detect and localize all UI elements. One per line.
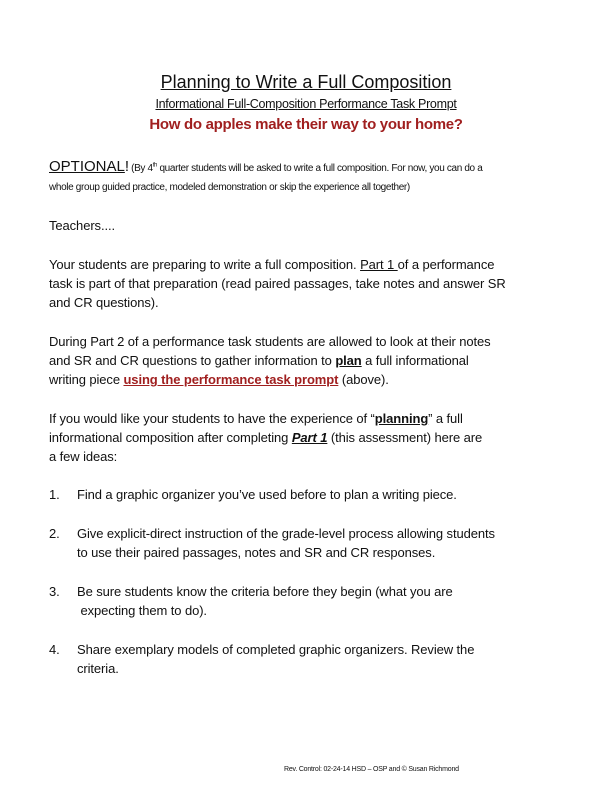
task-prompt: How do apples make their way to your home? [149,116,463,133]
greeting: Teachers.... [49,218,115,233]
optional-note-line2: whole group guided practice, modeled demonstration or skip the experience all together) [49,182,410,193]
footer-revision: Rev. Control: 02-24-14 HSD – OSP and © Susan Richmond [284,766,459,773]
doc-subtitle: Informational Full-Composition Performance Task Prompt [155,97,457,111]
doc-title: Planning to Write a Full Composition [160,72,452,92]
optional-note: OPTIONAL! (By 4th quarter students will be asked to write a full composition. For now, you can do a [49,158,483,175]
document-page: Planning to Write a Full Composition Informational Full-Composition Performance Task Prompt How do apples make their way to your home? OPTIONAL! (By 4th quarter students will be asked to write a full composition. For now, you can do a whole group guided practice, modeled demonstration or skip the experience all together) Teachers.... Your students are preparing to write a full composition. Part 1 of a performance task is part of that preparation (read paired passages, take notes and answer SR and CR questions). During Part 2 of a performance task students are allowed to look at their notes and SR and CR questions to gather information to plan a full informational writing piece using the performance task prompt (above). If you would like your students to have the experience of “planning” a full informational composition after completing Part 1 (this assessment) here are a few ideas: 1. Find a graphic organizer you’ve used before to plan a writing piece. 2. Give explicit-direct instruction of the grade-level process allowing students to use their paired passages, notes and SR and CR responses. 3. Be sure students know the criteria before they begin (what you are expecting them to do). 4. Share exemplary models of completed graphic organizers. Review the criteria. Rev. Control: 02-24-14 HSD – OSP and © Susan Richmond [0,0,612,792]
